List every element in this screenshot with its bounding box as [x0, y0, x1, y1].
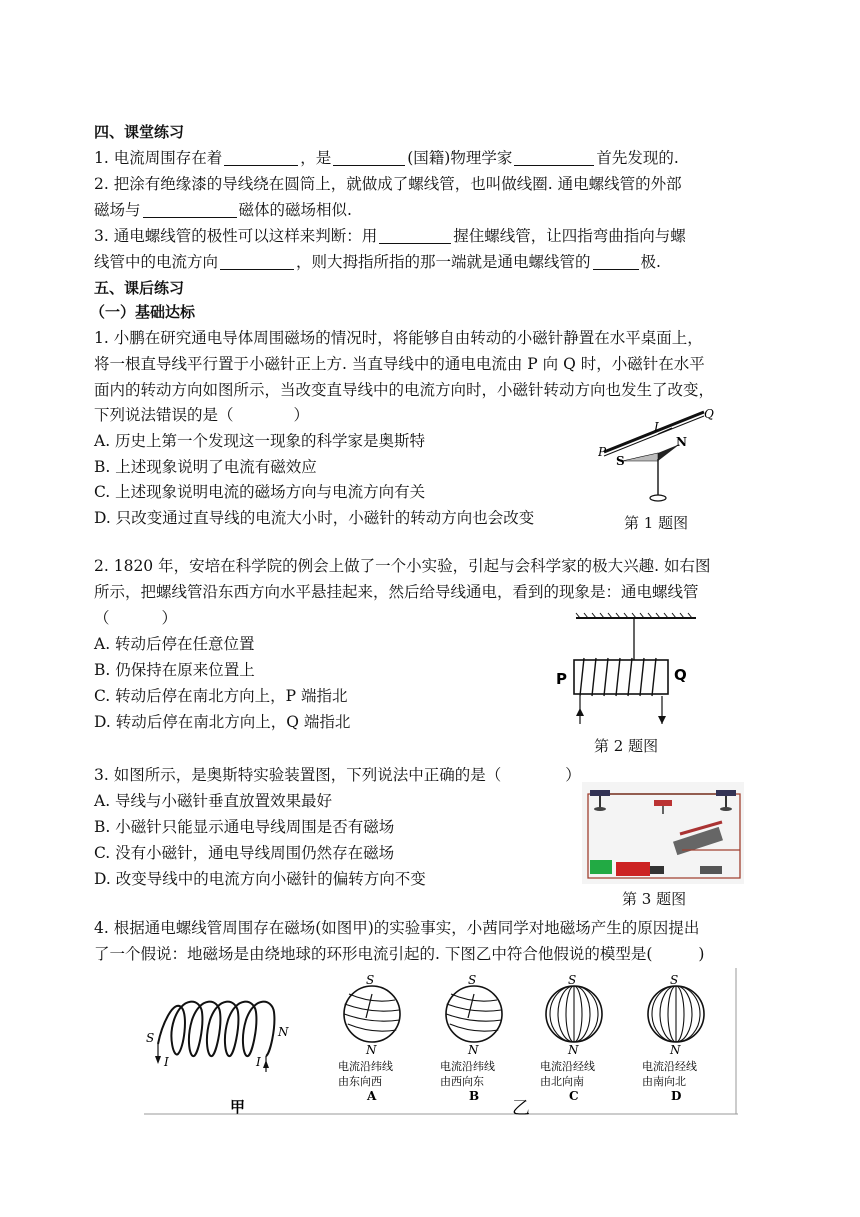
- question-line: 所示，把螺线管沿东西方向水平悬挂起来，然后给导线通电，看到的现象是：通电螺线管: [94, 583, 699, 601]
- question-text: 握住螺线管，让四指弯曲指向与螺: [453, 227, 686, 245]
- question-text: 磁体的磁场相似.: [238, 201, 352, 219]
- globe-caption: 电流沿经线: [642, 1060, 697, 1073]
- question-line: [94, 608, 177, 628]
- question-text: 下列说法错误的是（: [94, 406, 234, 424]
- choice-c[interactable]: C. 转动后停在南北方向上，P 端指北: [94, 687, 348, 705]
- label-yi: 乙: [512, 1098, 530, 1116]
- question-text: 了一个假说：地磁场是由绕地球的环形电流引起的. 下图乙中符合他假说的模型是(: [94, 945, 653, 963]
- label-s: S: [146, 1031, 155, 1045]
- globe-letter: A: [367, 1089, 377, 1103]
- compass-needle: [654, 800, 672, 806]
- label-n: N: [670, 1043, 681, 1057]
- choice-c[interactable]: C. 上述现象说明电流的磁场方向与电流方向有关: [94, 483, 426, 501]
- question-text: ，则大拇指所指的那一端就是通电螺线管的: [296, 253, 591, 271]
- question-line: 面内的转动方向如图所示，当改变直导线中的电流方向时，小磁针转动方向也发生了改变，: [94, 381, 715, 399]
- label-q: Q: [674, 666, 687, 684]
- choice-d[interactable]: D. 只改变通过直导线的电流大小时，小磁针的转动方向也会改变: [94, 509, 535, 527]
- question-text: 磁场与: [94, 201, 141, 219]
- question-line: 将一根直导线平行置于小磁针正上方. 当直导线中的通电电流由 P 向 Q 时，小磁针在水平: [94, 355, 705, 373]
- globe-caption: 由北向南: [540, 1075, 584, 1088]
- question-text: (国籍)物理学家: [407, 149, 513, 167]
- fill-blank[interactable]: [224, 149, 298, 166]
- globe-caption: 由东向西: [338, 1075, 382, 1088]
- label-n: N: [278, 1025, 289, 1039]
- fill-blank[interactable]: [333, 149, 405, 166]
- label-n: N: [676, 435, 687, 449]
- label-s: S: [568, 973, 577, 987]
- label-q: Q: [704, 407, 714, 421]
- fill-blank[interactable]: [514, 149, 594, 166]
- figure-3-oersted-apparatus: [582, 782, 744, 884]
- question-line: 2. 1820 年，安培在科学院的例会上做了一个小实验，引起与会科学家的极大兴趣. 如右图: [94, 557, 711, 575]
- choice-a[interactable]: A. 导线与小磁针垂直放置效果最好: [94, 792, 333, 810]
- question-line: 4. 根据通电螺线管周围存在磁场(如图甲)的实验事实，小茜同学对地磁场产生的原因提出: [94, 919, 700, 937]
- figure-1-wire-compass: [598, 404, 724, 508]
- question-line: [94, 148, 679, 168]
- label-n: N: [568, 1043, 579, 1057]
- label-s: S: [468, 973, 477, 987]
- choice-b[interactable]: B. 上述现象说明了电流有磁效应: [94, 458, 317, 476]
- question-line: [94, 200, 352, 220]
- figure-4-geomagnetism: [144, 968, 738, 1116]
- question-line: [94, 765, 581, 785]
- question-line: 2. 把涂有绝缘漆的导线绕在圆筒上，就做成了螺线管，也叫做线圈. 通电螺线管的外部: [94, 175, 682, 193]
- globe-caption: 由南向北: [642, 1075, 686, 1088]
- battery: [616, 862, 650, 876]
- choice-c[interactable]: C. 没有小磁针，通电导线周围仍然存在磁场: [94, 844, 395, 862]
- globe-caption: 由西向东: [440, 1075, 484, 1088]
- choice-d[interactable]: D. 改变导线中的电流方向小磁针的偏转方向不变: [94, 870, 426, 888]
- choice-a[interactable]: A. 转动后停在任意位置: [94, 635, 255, 653]
- question-line: [94, 226, 686, 246]
- globe-caption: 电流沿纬线: [338, 1060, 393, 1073]
- fill-blank[interactable]: [143, 201, 237, 218]
- question-line: [94, 252, 661, 272]
- choice-b[interactable]: B. 仍保持在原来位置上: [94, 661, 255, 679]
- label-p: P: [598, 445, 607, 459]
- globe-caption: 电流沿纬线: [440, 1060, 495, 1073]
- label-current: I: [256, 1055, 261, 1069]
- question-text: 线管中的电流方向: [94, 253, 219, 271]
- label-current: I: [654, 420, 659, 434]
- battery: [590, 860, 612, 874]
- label-n: N: [468, 1043, 479, 1057]
- question-text: 极.: [640, 253, 661, 271]
- label-p: P: [556, 670, 567, 688]
- question-text: ): [698, 945, 705, 963]
- globe-letter: B: [469, 1089, 480, 1103]
- question-text: ）: [293, 406, 310, 424]
- question-text: ）: [565, 766, 581, 784]
- label-s: S: [616, 454, 625, 468]
- figure-2-solenoid: [550, 612, 710, 732]
- question-text: 首先发现的.: [596, 149, 679, 167]
- choice-b[interactable]: B. 小磁针只能显示通电导线周围是否有磁场: [94, 818, 395, 836]
- figure-caption: 第 1 题图: [624, 514, 689, 532]
- label-n: N: [366, 1043, 377, 1057]
- section-heading: 五、课后练习: [94, 279, 185, 297]
- question-text: ，是: [300, 149, 332, 167]
- label-s: S: [670, 973, 679, 987]
- fill-blank[interactable]: [379, 227, 451, 244]
- question-line: [94, 944, 704, 964]
- fill-blank[interactable]: [220, 253, 294, 270]
- globe-letter: D: [671, 1089, 682, 1103]
- question-text: 1. 电流周围存在着: [94, 149, 223, 167]
- fill-blank[interactable]: [593, 253, 639, 270]
- label-s: S: [366, 973, 375, 987]
- choice-a[interactable]: A. 历史上第一个发现这一现象的科学家是奥斯特: [94, 432, 426, 450]
- question-line: 1. 小鹏在研究通电导体周围磁场的情况时，将能够自由转动的小磁针静置在水平桌面上，: [94, 329, 703, 347]
- question-line: [94, 405, 309, 425]
- globe-letter: C: [569, 1089, 579, 1103]
- question-text: （: [94, 609, 110, 627]
- figure-caption: 第 3 题图: [622, 890, 687, 908]
- label-current: I: [164, 1055, 169, 1069]
- label-jia: 甲: [230, 1098, 246, 1116]
- question-text: 3. 通电螺线管的极性可以这样来判断：用: [94, 227, 378, 245]
- question-text: 3. 如图所示，是奥斯特实验装置图，下列说法中正确的是（: [94, 766, 502, 784]
- subsection-heading: （一）基础达标: [90, 303, 196, 321]
- figure-caption: 第 2 题图: [594, 737, 659, 755]
- choice-d[interactable]: D. 转动后停在南北方向上，Q 端指北: [94, 713, 351, 731]
- globe-caption: 电流沿经线: [540, 1060, 595, 1073]
- question-text: ）: [161, 609, 178, 627]
- section-heading: 四、课堂练习: [94, 123, 185, 141]
